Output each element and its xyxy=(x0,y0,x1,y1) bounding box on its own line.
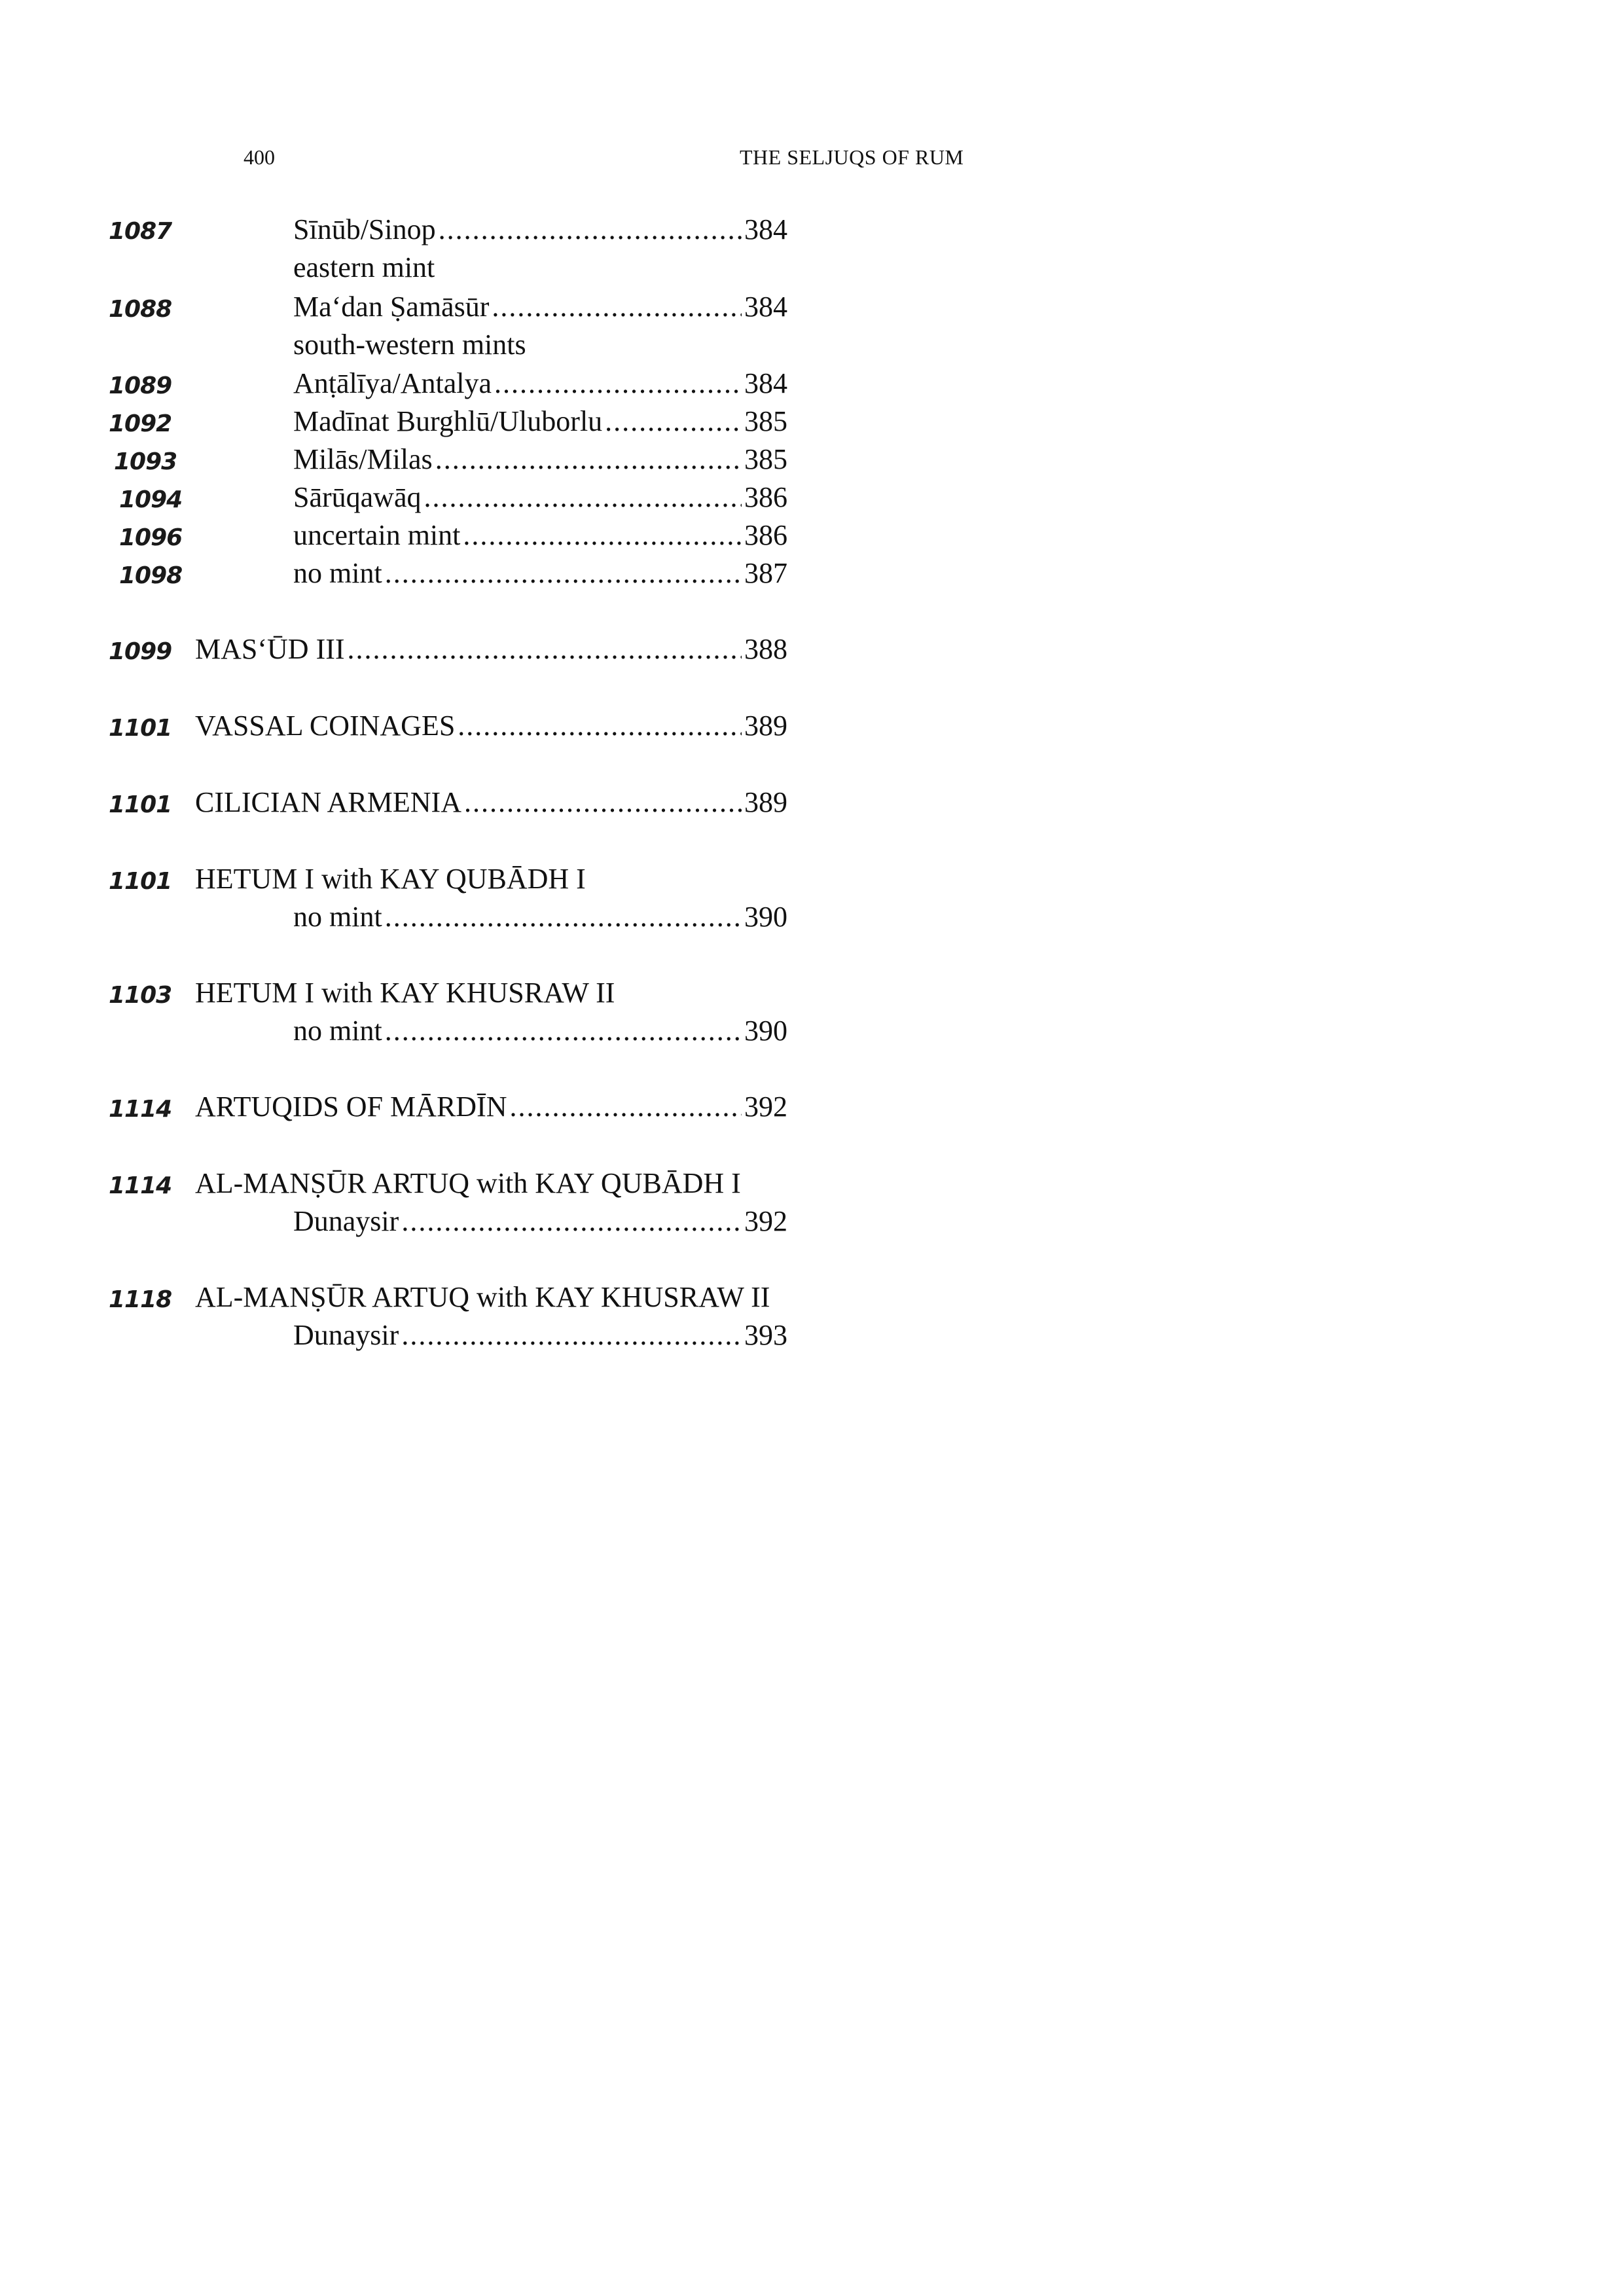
toc-entry-label: Sīnūb/Sinop xyxy=(293,213,436,245)
toc-entry-label: ARTUQIDS OF MĀRDĪN xyxy=(195,1091,507,1123)
handwritten-note: 1087 xyxy=(109,218,172,245)
leader-dots xyxy=(435,441,742,479)
toc-entry-label: uncertain mint xyxy=(293,519,461,551)
toc-entry-page: 386 xyxy=(744,481,787,513)
toc-entry-page: 387 xyxy=(744,557,787,589)
handwritten-note: 1089 xyxy=(109,372,172,399)
toc-entry[interactable] xyxy=(293,288,787,326)
toc-entry[interactable] xyxy=(293,1316,787,1354)
leader-dots xyxy=(492,288,742,326)
toc-entry-label: Dunaysir xyxy=(293,1205,399,1237)
leader-dots xyxy=(494,365,742,403)
toc-entry-page: 390 xyxy=(744,901,787,933)
handwritten-note: 1101 xyxy=(109,868,172,895)
toc-entry-page: 388 xyxy=(744,633,787,665)
leader-dots xyxy=(385,554,742,592)
toc-entry-page: 389 xyxy=(744,710,787,742)
toc-entry[interactable] xyxy=(293,1012,787,1050)
leader-dots xyxy=(464,784,742,822)
toc-subheading: eastern mint xyxy=(293,251,435,283)
toc-entry-page: 389 xyxy=(744,786,787,818)
toc-entry[interactable] xyxy=(293,479,787,516)
toc-entry[interactable] xyxy=(195,1088,787,1126)
toc-entry-page: 390 xyxy=(744,1015,787,1047)
handwritten-note: 1098 xyxy=(119,562,183,589)
handwritten-note: 1114 xyxy=(109,1096,172,1123)
handwritten-note: 1103 xyxy=(109,982,172,1009)
handwritten-note: 1101 xyxy=(109,791,172,818)
toc-entry-page: 392 xyxy=(744,1205,787,1237)
leader-dots xyxy=(401,1202,742,1240)
toc-entry-page: 384 xyxy=(744,291,787,323)
toc-entry[interactable] xyxy=(195,707,787,745)
leader-dots xyxy=(458,707,742,745)
toc-entry[interactable] xyxy=(195,784,787,822)
leader-dots xyxy=(424,479,742,516)
toc-entry-label: Milās/Milas xyxy=(293,443,433,475)
toc-entry-page: 385 xyxy=(744,405,787,437)
toc-heading[interactable]: HETUM I with KAY KHUSRAW II xyxy=(195,977,615,1009)
toc-entry-label: CILICIAN ARMENIA xyxy=(195,786,461,818)
toc-entry-page: 392 xyxy=(744,1091,787,1123)
toc-heading[interactable]: HETUM I with KAY QUBĀDH I xyxy=(195,863,586,895)
toc-entry[interactable] xyxy=(293,1202,787,1240)
toc-entry-page: 386 xyxy=(744,519,787,551)
toc-entry-label: MAS‘ŪD III xyxy=(195,633,345,665)
toc-entry-label: no mint xyxy=(293,1015,382,1047)
toc-entry[interactable] xyxy=(293,554,787,592)
handwritten-note: 1099 xyxy=(109,638,172,665)
leader-dots xyxy=(385,1012,742,1050)
handwritten-note: 1114 xyxy=(109,1172,172,1199)
toc-entry-page: 384 xyxy=(744,367,787,399)
toc-entry[interactable] xyxy=(293,211,787,249)
leader-dots xyxy=(385,898,742,936)
toc-entry-label: Madīnat Burghlū/Uluborlu xyxy=(293,405,603,437)
toc-subheading: south-western mints xyxy=(293,329,526,361)
toc-entry-page: 384 xyxy=(744,213,787,245)
toc-entry-label: no mint xyxy=(293,557,382,589)
toc-heading[interactable]: AL-MANṢŪR ARTUQ with KAY KHUSRAW II xyxy=(195,1281,770,1313)
leader-dots xyxy=(439,211,742,249)
toc-entry[interactable] xyxy=(293,516,787,554)
toc-entry-label: Ma‘dan Ṣamāsūr xyxy=(293,291,490,323)
handwritten-note: 1096 xyxy=(119,524,183,551)
handwritten-note: 1094 xyxy=(119,486,183,513)
toc-entry-page: 385 xyxy=(744,443,787,475)
toc-entry[interactable] xyxy=(293,365,787,403)
toc-entry[interactable] xyxy=(293,441,787,479)
leader-dots xyxy=(348,630,742,668)
handwritten-note: 1092 xyxy=(109,410,172,437)
leader-dots xyxy=(605,403,742,441)
leader-dots xyxy=(401,1316,742,1354)
toc-entry[interactable] xyxy=(195,630,787,668)
handwritten-note: 1118 xyxy=(109,1286,172,1313)
handwritten-note: 1093 xyxy=(114,448,177,475)
toc-entry[interactable] xyxy=(293,403,787,441)
leader-dots xyxy=(510,1088,742,1126)
toc-entry-label: VASSAL COINAGES xyxy=(195,710,456,742)
toc-entry[interactable] xyxy=(293,898,787,936)
toc-entry-label: no mint xyxy=(293,901,382,933)
leader-dots xyxy=(463,516,742,554)
running-title: THE SELJUQS OF RUM xyxy=(740,145,964,169)
toc-entry-label: Dunaysir xyxy=(293,1319,399,1351)
toc-entry-label: Anṭālīya/Antalya xyxy=(293,367,492,399)
toc-entry-page: 393 xyxy=(744,1319,787,1351)
page-number: 400 xyxy=(244,145,275,169)
toc-entry-label: Sārūqawāq xyxy=(293,481,422,513)
handwritten-note: 1101 xyxy=(109,715,172,742)
handwritten-note: 1088 xyxy=(109,296,172,323)
toc-heading[interactable]: AL-MANṢŪR ARTUQ with KAY QUBĀDH I xyxy=(195,1167,741,1199)
